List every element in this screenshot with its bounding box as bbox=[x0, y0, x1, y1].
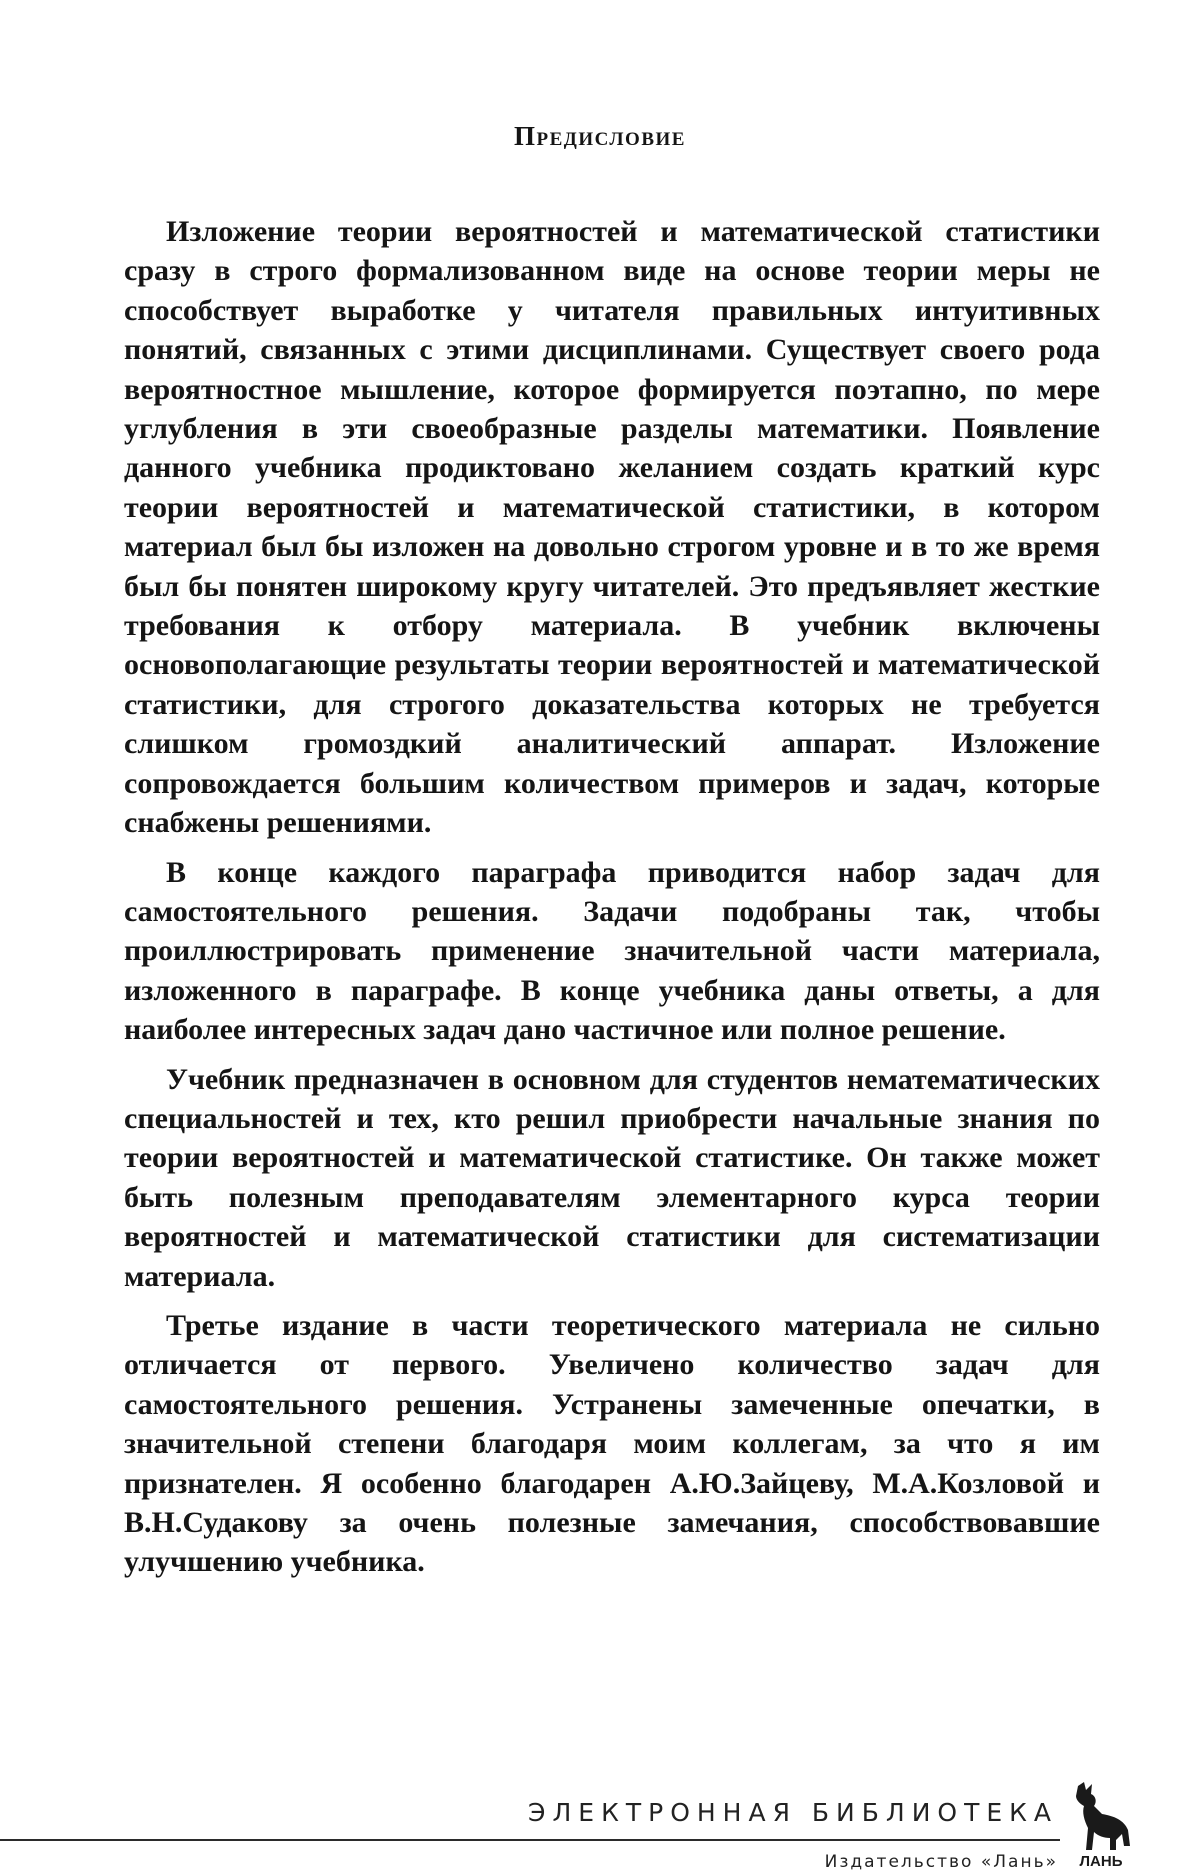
logo-text: ЛАНЬ bbox=[1079, 1853, 1123, 1870]
doe-icon bbox=[1064, 1780, 1138, 1870]
paragraph-1: Изложение теории вероятностей и математической статистики сразу в строго формализованном виде на основе теории меры не способствует выработке у читателя правильных интуитивных понятий, связанных с этими дисциплинами. Существует своего рода вероятностное мышление, которое формируется поэтапно, по мере углубления в эти своеобразные разделы математики. Появление данного учебника продиктовано желанием создать краткий курс теории вероятностей и математической статистики, в котором материал был бы изложен на довольно строгом уровне и в то же время был бы понятен широкому кругу читателей. Это предъявляет жесткие требования к отбору материала. В учебник включены основополагающие результаты теории вероятностей и математической статистики, для строгого доказательства которых не требуется слишком громоздкий аналитический аппарат. Изложение сопровождается большим количеством примеров и задач, которые снабжены решениями. bbox=[124, 215, 1100, 840]
page-title: Предисловие bbox=[514, 121, 686, 151]
paragraph-2: В конце каждого параграфа приводится набор задач для самостоятельного решения. Задачи подобраны так, чтобы проиллюстрировать применение значительной части материала, изложенного в параграфе. В конце учебника даны ответы, а для наиболее интересных задач дано частичное или полное решение. bbox=[124, 855, 1100, 1047]
preface-body bbox=[124, 212, 1100, 1592]
library-label: ЭЛЕКТРОННАЯ БИБЛИОТЕКА bbox=[528, 1798, 1058, 1827]
paragraph-4: Третье издание в части теоретического материала не сильно отличается от первого. Увеличено количество задач для самостоятельного решения. Устранены замеченные опечатки, в значительной степени благодаря моим коллегам, за что я им признателен. Я особенно благодарен А.Ю.Зайцеву, М.А.Козловой и В.Н.Судакову за очень полезные замечания, способствовавшие улучшению учебника. bbox=[124, 1308, 1100, 1579]
publisher-footer bbox=[0, 1774, 1200, 1874]
paragraph-3: Учебник предназначен в основном для студентов нематематических специальностей и тех, кто решил приобрести начальные знания по теории вероятностей и математической статистике. Он также может быть полезным преподавателям элементарного курса теории вероятностей и математической статистики для систематизации материала. bbox=[124, 1062, 1100, 1293]
publisher-label: Издательство «Лань» bbox=[824, 1852, 1058, 1872]
footer-divider bbox=[0, 1839, 1060, 1841]
